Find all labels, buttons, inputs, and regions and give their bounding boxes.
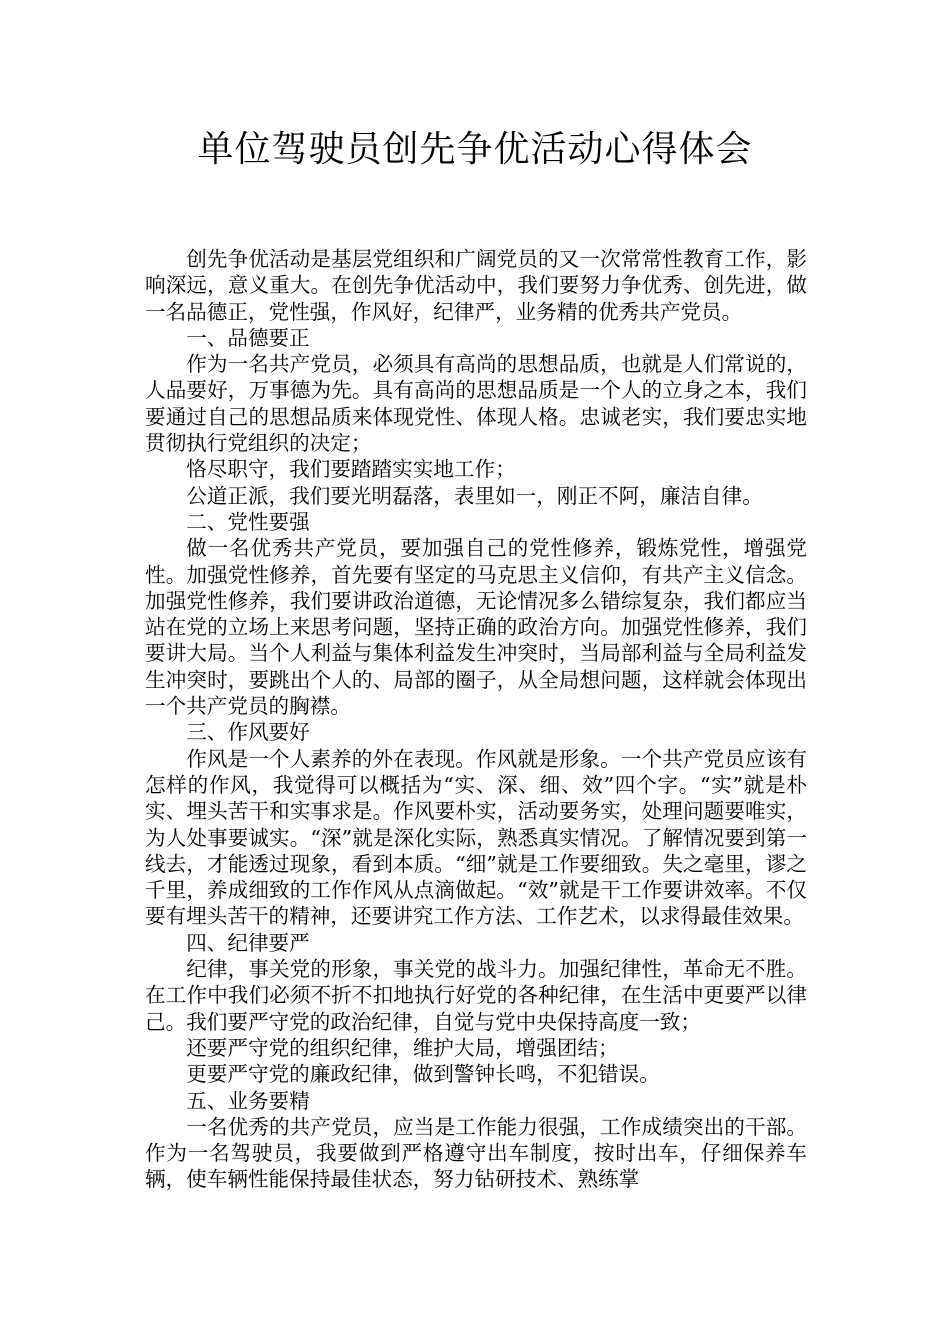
section-heading-5: 五、业务要精	[186, 1088, 310, 1113]
document-body	[145, 246, 807, 1193]
body-paragraph: 纪律，事关党的形象，事关党的战斗力。加强纪律性，革命无不胜。在工作中我们必须不折不扣地执行好党的各种纪律，在生活中更要严以律己。我们要严守党的政治纪律，自觉与党中央保持高度一致；	[145, 957, 807, 1034]
body-paragraph: 作为一名共产党员，必须具有高尚的思想品质，也就是人们常说的，人品要好，万事德为先。具有高尚的思想品质是一个人的立身之本，我们要通过自己的思想品质来体现党性、体现人格。忠诚老实，我们要忠实地贯彻执行党组织的决定；	[145, 352, 807, 456]
section-heading-2: 二、党性要强	[186, 509, 310, 534]
body-paragraph: 公道正派，我们要光明磊落，表里如一，刚正不阿，廉洁自律。	[186, 483, 763, 508]
body-paragraph: 作风是一个人素养的外在表现。作风就是形象。一个共产党员应该有怎样的作风，我觉得可以概括为“实、深、细、效”四个字。“实”就是朴实、埋头苦干和实事求是。作风要朴实，活动要务实，处理问题要唯实，为人处事要诚实。“深”就是深化实际，熟悉真实情况。了解情况要到第一线去，才能透过现象，看到本质。“细”就是工作要细致。失之毫里，谬之千里，养成细致的工作作风从点滴做起。“效”就是干工作要讲效率。不仅要有埋头苦干的精神，还要讲究工作方法、工作艺术，以求得最佳效果。	[145, 746, 807, 929]
section-heading-4: 四、纪律要严	[186, 930, 310, 955]
body-paragraph: 更要严守党的廉政纪律，做到警钟长鸣，不犯错误。	[186, 1062, 660, 1087]
intro-paragraph: 创先争优活动是基层党组织和广阔党员的又一次常常性教育工作，影响深远，意义重大。在创先争优活动中，我们要努力争优秀、创先进，做一名品德正，党性强，作风好，纪律严，业务精的优秀共产党员。	[145, 247, 807, 324]
section-heading-3: 三、作风要好	[186, 720, 310, 745]
body-paragraph: 还要严守党的组织纪律，维护大局，增强团结；	[186, 1035, 619, 1060]
section-heading-1: 一、品德要正	[186, 325, 310, 350]
body-paragraph: 做一名优秀共产党员，要加强自己的党性修养，锻炼党性，增强党性。加强党性修养，首先要有坚定的马克思主义信仰，有共产主义信念。加强党性修养，我们要讲政治道德，无论情况多么错综复杂，我们都应当站在党的立场上来思考问题，坚持正确的政治方向。加强党性修养，我们要讲大局。当个人利益与集体利益发生冲突时，当局部利益与全局利益发生冲突时，要跳出个人的、局部的圈子，从全局想问题，这样就会体现出一个共产党员的胸襟。	[145, 536, 807, 719]
body-paragraph: 恪尽职守，我们要踏踏实实地工作；	[186, 457, 516, 482]
body-paragraph: 一名优秀的共产党员，应当是工作能力很强，工作成绩突出的干部。作为一名驾驶员，我要做到严格遵守出车制度，按时出车，仔细保养车辆，使车辆性能保持最佳状态，努力钻研技术、熟练掌	[145, 1114, 807, 1192]
document-title: 单位驾驶员创先争优活动心得体会	[197, 129, 753, 170]
